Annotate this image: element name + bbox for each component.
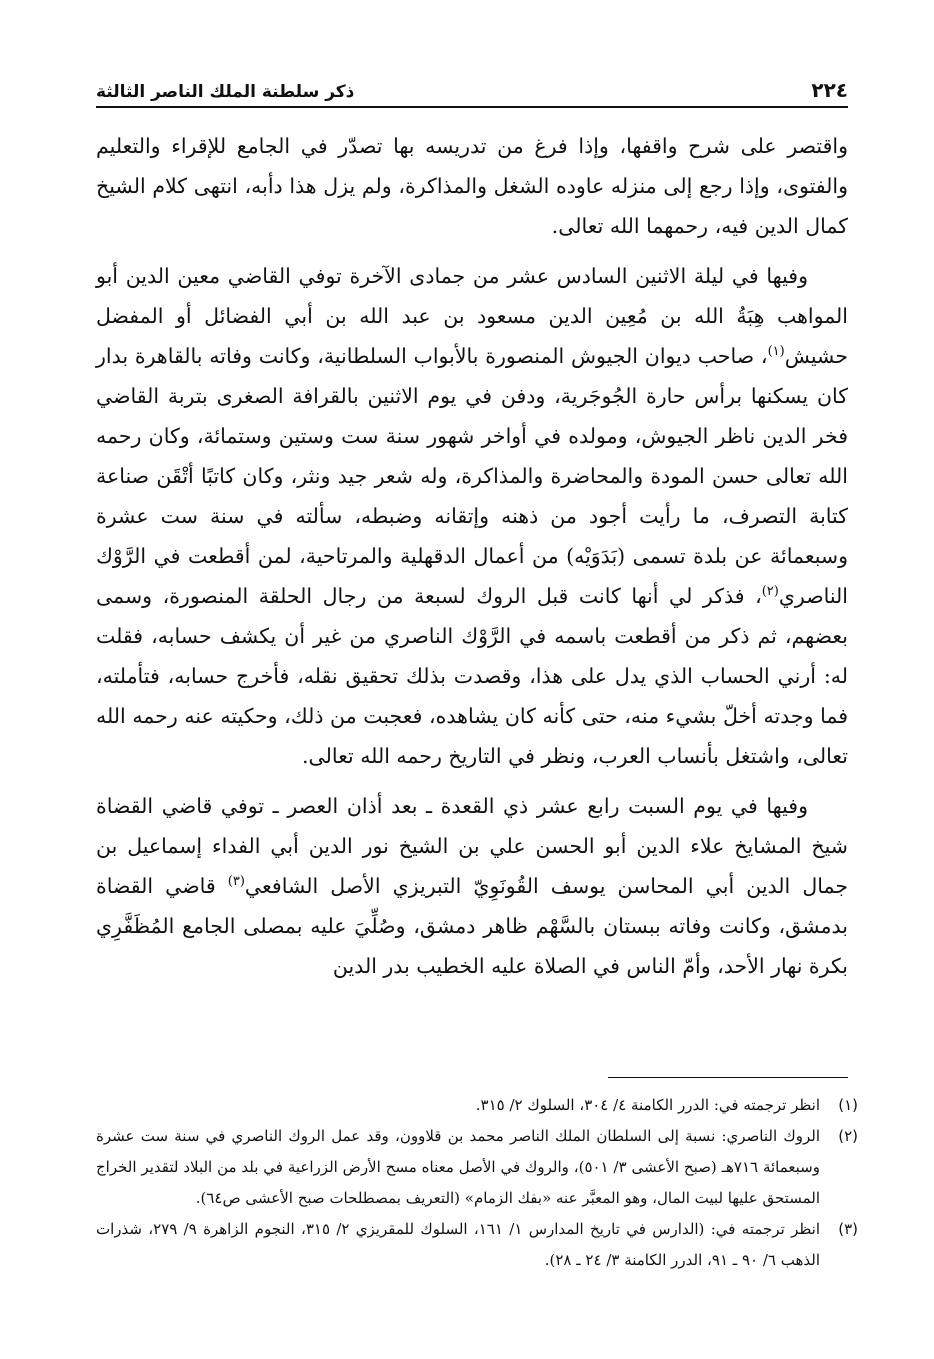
running-title: ذكر سلطنة الملك الناصر الثالثة xyxy=(96,82,355,102)
footnote-3 xyxy=(96,1214,858,1276)
running-head xyxy=(96,68,848,108)
footnote-number: (١) xyxy=(838,1096,858,1114)
paragraph-text: ، صاحب ديوان الجيوش المنصورة بالأبواب السلطانية، وكانت وفاته بالقاهرة بدار كان يسكنها برأس حارة الجُوجَرية، ودفن في يوم الاثنين بالقرافة الصغرى بتربة القاضي فخر الدين ناظر الجيوش، ومولده في أواخر شهور سنة ست وستين وستمائة، وكان رحمه الله تعالى حسن المودة والمحاضرة والمذاكرة، وله شعر جيد ونثر، وكان كاتبًا أتْقَن صناعة كتابة التصرف، ما رأيت أجود من ذهنه وإتقانه وضبطه، سألته في سنة ست عشرة وسبعمائة عن بلدة تسمى (بَدَوَيْه) من أعمال الدقهلية والمرتاحية، لمن أقطعت في الرَّوْك الناصري xyxy=(96,344,848,608)
footnote-text: انظر ترجمته في: (الدارس في تاريخ المدارس ١/ ١٦١، السلوك للمقريزي ٢/ ٣١٥، النجوم الزاهرة ٩/ ٢٧٩، شذرات الذهب ٦/ ٩٠ ـ ٩١، الدرر الكامنة ٣/ ٢٤ ـ ٢٨). xyxy=(96,1220,821,1269)
main-text xyxy=(96,126,848,996)
footnote-2 xyxy=(96,1121,858,1214)
footnote-number: (٣) xyxy=(838,1220,858,1238)
paragraph-text: وفيها في ليلة الاثنين السادس عشر من جمادى الآخرة توفي القاضي معين الدين أبو المواهب هِبَةُ الله بن مُعِين الدين مسعود بن عبد الله بن أبي الفضائل أو المفضل حشيش xyxy=(96,264,848,368)
footnote-ref-1: (١) xyxy=(767,344,785,360)
footnote-divider xyxy=(608,1077,848,1078)
footnote-text: انظر ترجمته في: الدرر الكامنة ٤/ ٣٠٤، السلوك ٢/ ٣١٥. xyxy=(475,1096,820,1114)
footnote-ref-3: (٣) xyxy=(227,874,245,890)
paragraph-1 xyxy=(96,126,848,246)
footnote-text: الروك الناصري: نسبة إلى السلطان الملك الناصر محمد بن قلاوون، وقد عمل الروك الناصري في سنة ست عشرة وسبعمائة ٧١٦هـ (صبح الأعشى ٣/ ٥٠١)، والروك في الأصل معناه مسح الأرض الزراعية في بلد من البلاد لتقدير الخراج المستحق عليها لبيت المال، وهو المعبَّر عنه «بفك الزمام» (التعريف بمصطلحات صبح الأعشى ص٦٤). xyxy=(96,1127,820,1207)
paragraph-text: قاضي القضاة بدمشق، وكانت وفاته ببستان بالسَّهْم ظاهر دمشق، وصُلِّيَ عليه بمصلى الجامع المُظَفَّرِي بكرة نهار الأحد، وأمّ الناس في الصلاة عليه الخطيب بدر الدين xyxy=(96,874,848,978)
footnote-1 xyxy=(96,1090,858,1121)
paragraph-text: وفيها في يوم السبت رابع عشر ذي القعدة ـ بعد أذان العصر ـ توفي قاضي القضاة شيخ المشايخ علاء الدين أبو الحسن علي بن الشيخ نور الدين أبي الفداء إسماعيل بن جمال الدين أبي المحاسن يوسف القُونَوِيّ التبريزي الأصل الشافعي xyxy=(96,794,848,898)
footnotes xyxy=(96,1090,858,1276)
paragraph-text: ، فذكر لي أنها كانت قبل الروك لسبعة من رجال الحلقة المنصورة، وسمى بعضهم، ثم ذكر من أقطعت باسمه في الرَّوْك الناصري من غير أن يكشف حسابه، فقلت له: أرني الحساب الذي يدل على هذا، وقصدت بذلك تحقيق نقله، فأخرج حسابه، فتأملته، فما وجدته أخلّ بشيء منه، حتى كأنه كان يشاهده، فعجبت من ذلك، وحكيته عنه رحمه الله تعالى، واشتغل بأنساب العرب، ونظر في التاريخ رحمه الله تعالى. xyxy=(96,584,848,768)
paragraph-2 xyxy=(96,256,848,776)
footnote-number: (٢) xyxy=(838,1127,858,1145)
footnote-ref-2: (٢) xyxy=(761,584,779,600)
paragraph-3 xyxy=(96,786,848,986)
paragraph-text: واقتصر على شرح واقفها، وإذا فرغ من تدريسه بها تصدّر في الجامع للإقراء والتعليم والفتوى، وإذا رجع إلى منزله عاوده الشغل والمذاكرة، ولم يزل هذا دأبه، انتهى كلام الشيخ كمال الدين فيه، رحمهما الله تعالى. xyxy=(96,134,848,238)
page-number: ٢٢٤ xyxy=(811,78,848,102)
